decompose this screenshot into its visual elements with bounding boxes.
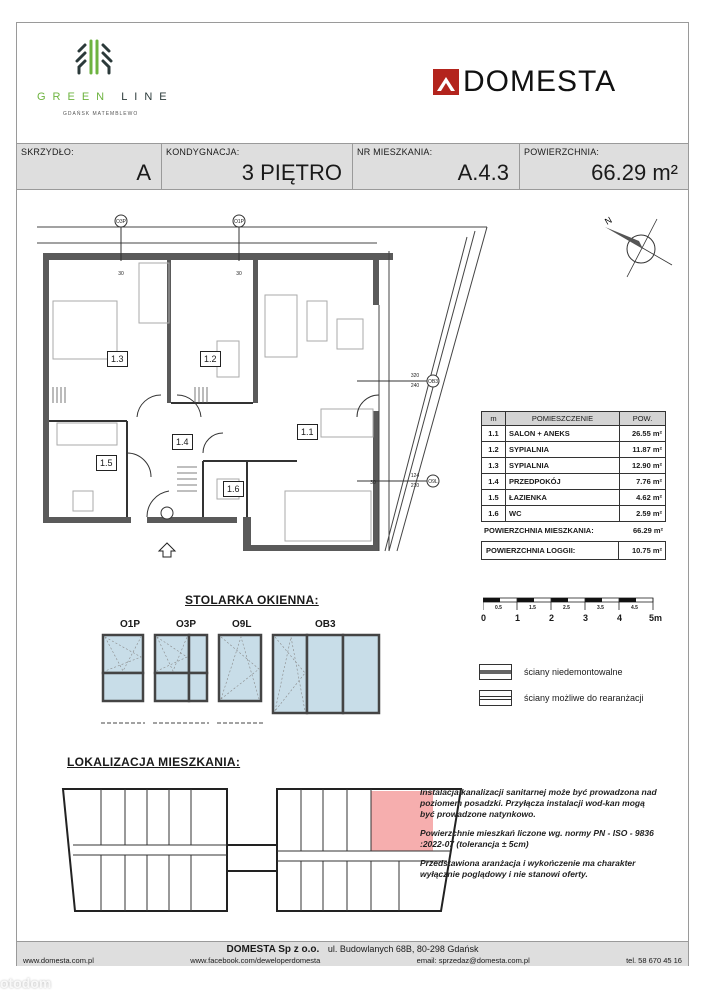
svg-text:240: 240 (410, 383, 420, 389)
svg-text:OB3: OB3 (427, 379, 439, 385)
svg-text:O3P: O3P (115, 219, 127, 225)
facebook-link[interactable]: www.facebook.com/deweloperdomesta (190, 956, 321, 965)
floor-plan-sheet (16, 22, 689, 966)
windows-section-title: STOLARKA OKIENNA: (185, 593, 319, 607)
table-row (482, 474, 666, 490)
apartment-info-bar (17, 144, 688, 190)
loggia-area-value: 10.75 m² (631, 546, 662, 555)
room-area: 26.55 m² (620, 426, 666, 442)
floor-plan (17, 191, 688, 571)
info-value: 3 PIĘTRO (241, 160, 342, 185)
domesta-roof-icon (433, 69, 459, 95)
svg-text:30: 30 (236, 271, 242, 277)
scale-minor-label: 4.5 (631, 605, 638, 611)
logo-word-green: GREEN (37, 91, 112, 103)
room-area-table (481, 411, 666, 560)
info-value: A.4.3 (457, 160, 509, 185)
info-label: NR MIESZKANIA: (357, 147, 433, 157)
room-name: SYPIALNIA (506, 458, 620, 474)
scale-tick-label: 4 (617, 613, 623, 623)
scale-bar (483, 596, 663, 626)
email-link[interactable]: email: sprzedaz@domesta.com.pl (416, 956, 530, 965)
website-link[interactable]: www.domesta.com.pl (23, 956, 94, 965)
room-name: WC (506, 506, 620, 522)
note-area-standard: Powierzchnie mieszkań liczone wg. normy PN - ISO - 9836 :2022-07 (tolerancja ± 5cm) (420, 828, 654, 849)
legend-label: ściany możliwe do rearanżacji (524, 693, 644, 703)
room-area: 2.59 m² (620, 506, 666, 522)
room-name: PRZEDPOKÓJ (506, 474, 620, 490)
scale-minor-label: 2.5 (563, 605, 570, 611)
room-number: 1.1 (482, 426, 506, 442)
company-name: DOMESTA Sp z o.o. (226, 944, 320, 955)
load-bearing-wall-swatch (479, 664, 512, 680)
room-name: SALON + ANEKS (506, 426, 620, 442)
total-area-label: POWIERZCHNIA MIESZKANIA: (484, 526, 594, 535)
note-disclaimer: Przedstawiona aranżacja i wykończenie ma charakter wyłącznie poglądowy i nie stanowi oferty. (420, 858, 636, 879)
info-value: A (136, 160, 151, 185)
window-type-label: O9L (232, 619, 252, 630)
room-tag-1-5: 1.5 (96, 455, 117, 471)
info-wing (17, 144, 162, 189)
scale-tick-label: 3 (583, 613, 589, 623)
watermark: otodom (0, 975, 52, 991)
room-tag-1-3: 1.3 (107, 351, 128, 367)
window-diagrams (101, 633, 401, 728)
scale-minor-label: 1.5 (529, 605, 536, 611)
room-tag-1-6: 1.6 (223, 481, 244, 497)
footer-contacts (17, 956, 688, 965)
room-tag-1-4: 1.4 (172, 434, 193, 450)
info-label: KONDYGNACJA: (166, 147, 240, 157)
svg-text:30: 30 (370, 480, 376, 486)
svg-text:N: N (603, 214, 614, 227)
info-label: POWIERZCHNIA: (524, 147, 600, 157)
loggia-area-label: POWIERZCHNIA LOGGII: (482, 542, 619, 559)
room-area: 7.76 m² (620, 474, 666, 490)
info-area (520, 144, 688, 189)
scale-minor-label: 3.5 (597, 605, 604, 611)
footer-company (17, 944, 688, 955)
project-logo-subtitle: GDAŃSK MATEMBLEWO (63, 111, 139, 117)
project-logo-title (37, 91, 174, 103)
table-row (482, 426, 666, 442)
table-row (482, 490, 666, 506)
scale-tick-label: 1 (515, 613, 521, 623)
notes (420, 787, 660, 888)
table-row (482, 458, 666, 474)
legend-item (479, 690, 644, 706)
col-header-room: POMIESZCZENIE (506, 412, 620, 426)
room-area: 11.87 m² (620, 442, 666, 458)
svg-text:O9L: O9L (428, 479, 438, 485)
header (17, 23, 688, 144)
table-row (482, 442, 666, 458)
location-section-title: LOKALIZACJA MIESZKANIA: (67, 755, 241, 769)
window-type-label: O3P (176, 619, 197, 630)
loggia-area-row (481, 541, 666, 560)
scale-tick-label: 0 (481, 613, 487, 623)
phone-number: tel. 58 670 45 16 (626, 956, 682, 965)
svg-text:30: 30 (118, 271, 124, 277)
developer-logo-text: DOMESTA (463, 65, 617, 98)
total-area-row (481, 522, 666, 539)
table-row (482, 506, 666, 522)
total-area-value: 66.29 m² (632, 526, 663, 535)
partition-wall-swatch (479, 690, 512, 706)
col-header-area: POW. (620, 412, 666, 426)
north-arrow-icon (603, 215, 672, 277)
svg-text:124: 124 (410, 473, 420, 479)
logo-word-line: LINE (121, 91, 174, 103)
company-address: ul. Budowlanych 68B, 80-298 Gdańsk (327, 944, 479, 954)
footer (17, 941, 688, 966)
room-number: 1.2 (482, 442, 506, 458)
developer-logo (433, 65, 616, 99)
scale-tick-label: 2 (549, 613, 555, 623)
room-tag-1-2: 1.2 (200, 351, 221, 367)
legend-label: ściany niedemontowalne (524, 667, 623, 677)
svg-text:210: 210 (410, 483, 420, 489)
legend-item (479, 664, 623, 680)
room-number: 1.3 (482, 458, 506, 474)
room-area: 12.90 m² (620, 458, 666, 474)
svg-text:320: 320 (410, 373, 420, 379)
scale-minor-label: 0.5 (495, 605, 502, 611)
info-label: SKRZYDŁO: (21, 147, 74, 157)
building-location-plan (61, 785, 471, 915)
note-installation: Instalacja kanalizacji sanitarnej może być prowadzona nad poziomem posadzki. Przyłącza instalacji wod-kan mogą być prowadzone natynkowo. (420, 787, 657, 819)
svg-text:O1P: O1P (233, 219, 245, 225)
info-value: 66.29 m² (591, 160, 678, 185)
window-type-label: O1P (120, 619, 141, 630)
info-apartment-number (353, 144, 520, 189)
window-type-label: OB3 (315, 619, 336, 630)
room-tag-1-1: 1.1 (297, 424, 318, 440)
scale-tick-label: 5m (649, 613, 663, 623)
room-number: 1.5 (482, 490, 506, 506)
room-name: ŁAZIENKA (506, 490, 620, 506)
col-header-number: m (482, 412, 506, 426)
tree-logo-icon (39, 37, 189, 137)
room-number: 1.4 (482, 474, 506, 490)
info-floor (162, 144, 353, 189)
room-name: SYPIALNIA (506, 442, 620, 458)
room-area: 4.62 m² (620, 490, 666, 506)
room-number: 1.6 (482, 506, 506, 522)
